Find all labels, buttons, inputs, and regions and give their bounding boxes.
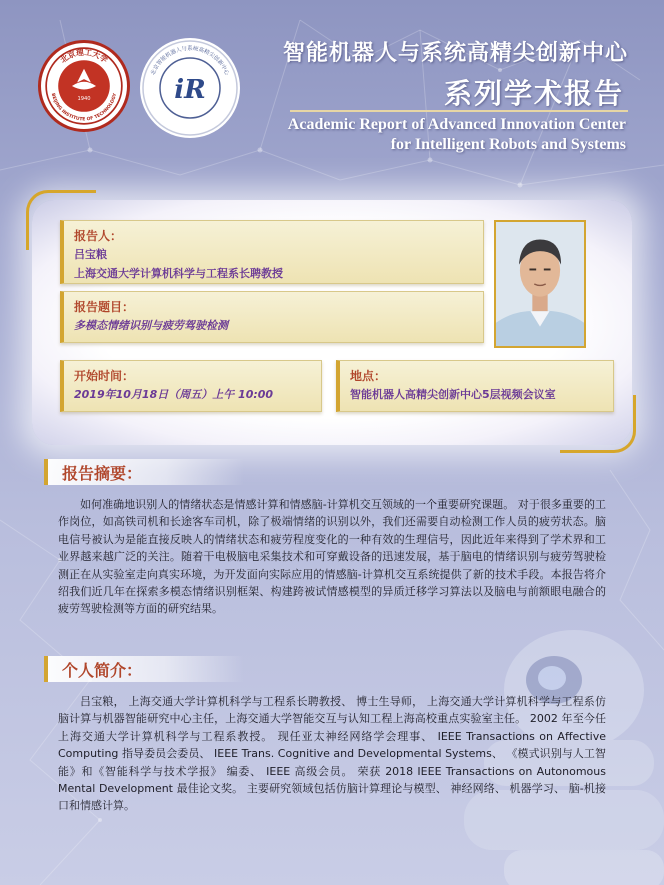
bio-heading	[44, 656, 244, 682]
topic-label: 报告题目：	[74, 300, 135, 314]
header-english-line2: for Intelligent Robots and Systems	[390, 136, 626, 153]
header-title-line2: 系列学术报告	[443, 77, 624, 110]
location-value: 智能机器人高精尖创新中心5层视频会议室	[350, 388, 556, 401]
speaker-title: 上海交通大学计算机科学与工程系长聘教授	[74, 267, 283, 280]
bjut-bottom-text: BEIJING INSTITUTE OF TECHNOLOGY	[49, 92, 119, 123]
abstract-heading-text: 报告摘要：	[62, 464, 143, 483]
topic-box	[60, 291, 484, 343]
header-title-line1: 智能机器人与系统高精尖创新中心	[282, 41, 628, 66]
speaker-label: 报告人：	[74, 229, 123, 243]
location-box	[336, 360, 614, 412]
speaker-box	[60, 220, 484, 284]
bjut-year-text: 1940	[77, 95, 91, 102]
time-value: 2019年10月18日（周五）上午 10:00	[74, 388, 274, 401]
center-mark-text: iR	[174, 75, 206, 105]
center-ring-text: 北京智能机器人与系统高精尖创新中心	[150, 46, 230, 77]
speaker-photo	[494, 220, 586, 348]
time-label: 开始时间：	[74, 369, 135, 383]
bjut-top-text: 北京理工大学	[58, 47, 110, 65]
bio-text: 吕宝粮， 上海交通大学计算机科学与工程系长聘教授、 博士生导师， 上海交通大学计算机科学与工程系仿脑计算与机器智能研究中心主任，上海交通大学智能交互与认知工程上海高校重点实验室主任。 2002 年至今任上海交通大学计算机科学与工程系教授。 现任亚太神经网络学会理事、 IEEE Transactions on Affective Computing 指导委员会委员、 IEEE Trans. Cognitive and Developmental Systems、 《模式识别与人工智能》和《智能科学与技术学报》 编委、 IEEE 高级会员。 荣获 2018 IEEE Transactions on Autonomous Mental Development 最佳论文奖。 主要研究领域包括仿脑计算理论与模型、 神经网络、 机器学习、 脑-机接口和情感计算。	[58, 695, 606, 813]
topic-value: 多模态情绪识别与疲劳驾驶检测	[74, 319, 228, 332]
bio-heading-text: 个人简介：	[62, 661, 143, 680]
location-label: 地点：	[350, 369, 387, 383]
speaker-name: 吕宝粮	[74, 248, 107, 261]
header-divider	[290, 110, 628, 112]
abstract-text: 如何准确地识别人的情绪状态是情感计算和情感脑-计算机交互领域的一个重要研究课题。 对于很多重要的工作岗位，如高铁司机和长途客车司机，除了极端情绪的识别以外，我们还需要自动检测工作人员的疲劳状态。脑电信号被认为是能直接反映人的情绪状态和疲劳程度变化的一种有效的生理信号，因此近年来得到了学术界和工业界越来越广泛的关注。随着干电极脑电采集技术和可穿戴设备的迅速发展，基于脑电的情绪识别与疲劳驾驶检测正在从实验室走向真实环境，为开发面向实际应用的情感脑-计算机交互系统提供了新的技术手段。本报告将介绍我们近几年在探索多模态情绪识别框架、构建跨被试情感模型的异质迁移学习算法以及脑电与前额眼电融合的疲劳驾驶检测等方面的研究结果。	[58, 498, 606, 616]
innovation-center-logo	[140, 38, 240, 138]
abstract-heading	[44, 459, 244, 485]
header-english-line1: Academic Report of Advanced Innovation Center	[287, 116, 626, 133]
bjut-logo	[38, 40, 130, 132]
time-box	[60, 360, 322, 412]
